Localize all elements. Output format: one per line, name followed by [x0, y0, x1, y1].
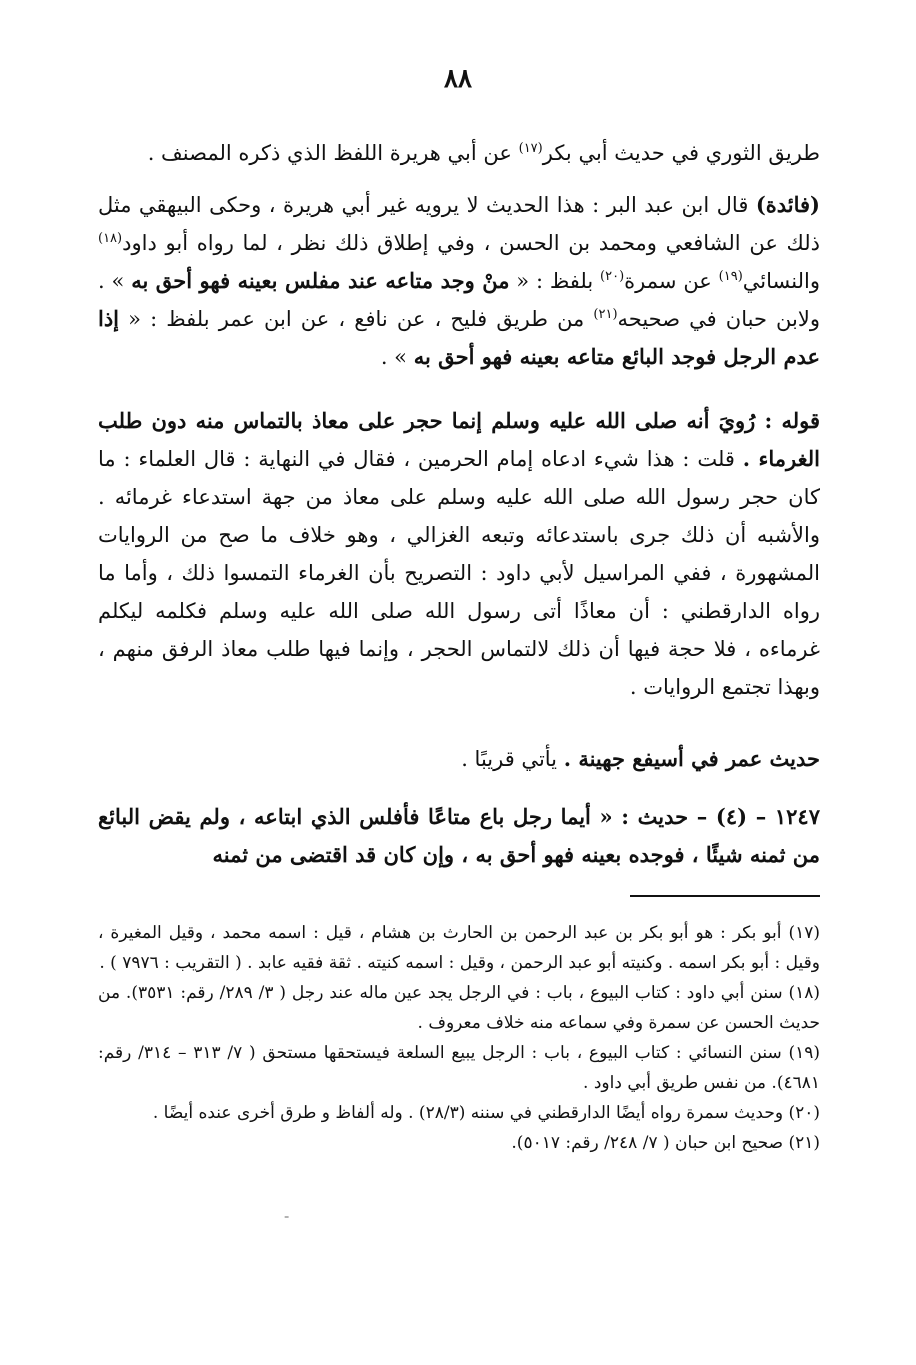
- footnote-ref-17[interactable]: (١٧): [518, 141, 543, 156]
- footnote-19: (١٩) سنن النسائي : كتاب البيوع ، باب : الرجل يبيع السلعة فيستحقها مستحق ( ٧/ ٣١٣ – ٣١٤/ رقم: ٤٦٨١). من نفس طريق أبي داود .: [98, 1043, 820, 1093]
- scan-speck: ⁼: [284, 1214, 290, 1225]
- footnotes: [98, 918, 820, 1158]
- footnote-ref-18[interactable]: (١٨): [98, 231, 123, 246]
- hadith-quote-2: إذا عدم الرجل فوجد البائع متاعه بعينه فهو أحق به: [98, 306, 820, 369]
- footnote-18: (١٨) سنن أبي داود : كتاب البيوع ، باب : في الرجل يجد عين ماله عند رجل ( ٣/ ٢٨٩/ رقم: ٣٥٣١). من حديث الحسن عن سمرة وفي سماعه منه خلاف معروف .: [98, 983, 820, 1033]
- paragraph-umar: حديث عمر في أسيفع جهينة . يأتي قريبًا .: [461, 746, 820, 771]
- paragraph-continuation: طريق الثوري في حديث أبي بكر$^{(١٧)}$ عن أبي هريرة اللفظ الذي ذكره المصنف .: [147, 141, 820, 165]
- paragraph-faida: (فائدة) قال ابن عبد البر : هذا الحديث لا يرويه غير أبي هريرة ، وحكى البيهقي مثل ذلك عن الشافعي ومحمد بن الحسن ، وفي إطلاق ذلك نظر ، لما رواه أبو داود$^{(١٨)}$ والنسائي$^{(١٩)}$ عن سمرة$^{(٢٠)}$ بلفظ : « منْ وجد متاعه عند مفلس بعينه فهو أحق به » . ولابن حبان في صحيحه$^{(٢١)}$ من طريق فليح ، عن نافع ، عن ابن عمر بلفظ : « إذا عدم الرجل فوجد البائع متاعه بعينه فهو أحق به » .: [98, 192, 820, 369]
- footnote-17: (١٧) أبو بكر : هو أبو بكر بن عبد الرحمن بن الحارث بن هشام ، قيل : اسمه محمد ، وقيل المغيرة ، وقيل : أبو بكر اسمه . وكنيته أبو عبد الرحمن ، وقيل : اسمه كنيته . ثقة فقيه عابد . ( التقريب : ٧٩٧٦ ) .: [98, 923, 820, 973]
- qawluhu-heading: قوله : رُويَ أنه صلى الله عليه وسلم إنما حجر على معاذ بالتماس منه دون طلب الغرماء .: [98, 408, 820, 471]
- footnote-20: (٢٠) وحديث سمرة رواه أيضًا الدارقطني في سننه (٢٨/٣) . وله ألفاظ و طرق أخرى عنده أيضًا .: [152, 1103, 820, 1123]
- hadith-quote-1: منْ وجد متاعه عند مفلس بعينه فهو أحق به: [131, 268, 510, 293]
- footnote-21: (٢١) صحيح ابن حبان ( ٧/ ٢٤٨/ رقم: ٥٠١٧).: [511, 1133, 820, 1153]
- footnote-ref-21[interactable]: (٢١): [593, 307, 618, 322]
- paragraph-muadh: قوله : رُويَ أنه صلى الله عليه وسلم إنما حجر على معاذ بالتماس منه دون طلب الغرماء . قلت : هذا شيء ادعاه إمام الحرمين ، فقال في النهاية : قال العلماء : ما كان حجر رسول الله صلى الله عليه وسلم على معاذ من جهة استدعاء غرمائه . والأشبه أن ذلك جرى باستدعائه وتبعه الغزالي ، وهو خلاف ما صح من الروايات المشهورة ، ففي المراسيل لأبي داود : التصريح بأن الغرماء التمسوا ذلك ، وأما ما رواه الدارقطني : أن معاذًا أتى رسول الله صلى الله عليه وسلم فكلمه ليكلم غرماءه ، فلا حجة فيها أن ذلك لالتماس الحجر ، وإنما فيها طلب معاذ الرفق منهم ، وبهذا تجتمع الروايات .: [98, 408, 820, 699]
- footnote-ref-20[interactable]: (٢٠): [600, 269, 625, 284]
- footnote-divider: [630, 895, 820, 897]
- faida-label: (فائدة): [755, 192, 820, 217]
- footnote-ref-19[interactable]: (١٩): [718, 269, 743, 284]
- hadith-1247: ١٢٤٧ – (٤) – حديث : « أيما رجل باع متاعًا فأفلس الذي ابتاعه ، ولم يقض البائع من ثمنه شيئًا ، فوجده بعينه فهو أحق به ، وإن كان قد اقتضى من ثمنه: [98, 804, 820, 867]
- page-number: ٨٨: [444, 64, 472, 94]
- paragraph-hadith-1247: [98, 798, 820, 874]
- hadith-umar-heading: حديث عمر في أسيفع جهينة .: [563, 746, 820, 771]
